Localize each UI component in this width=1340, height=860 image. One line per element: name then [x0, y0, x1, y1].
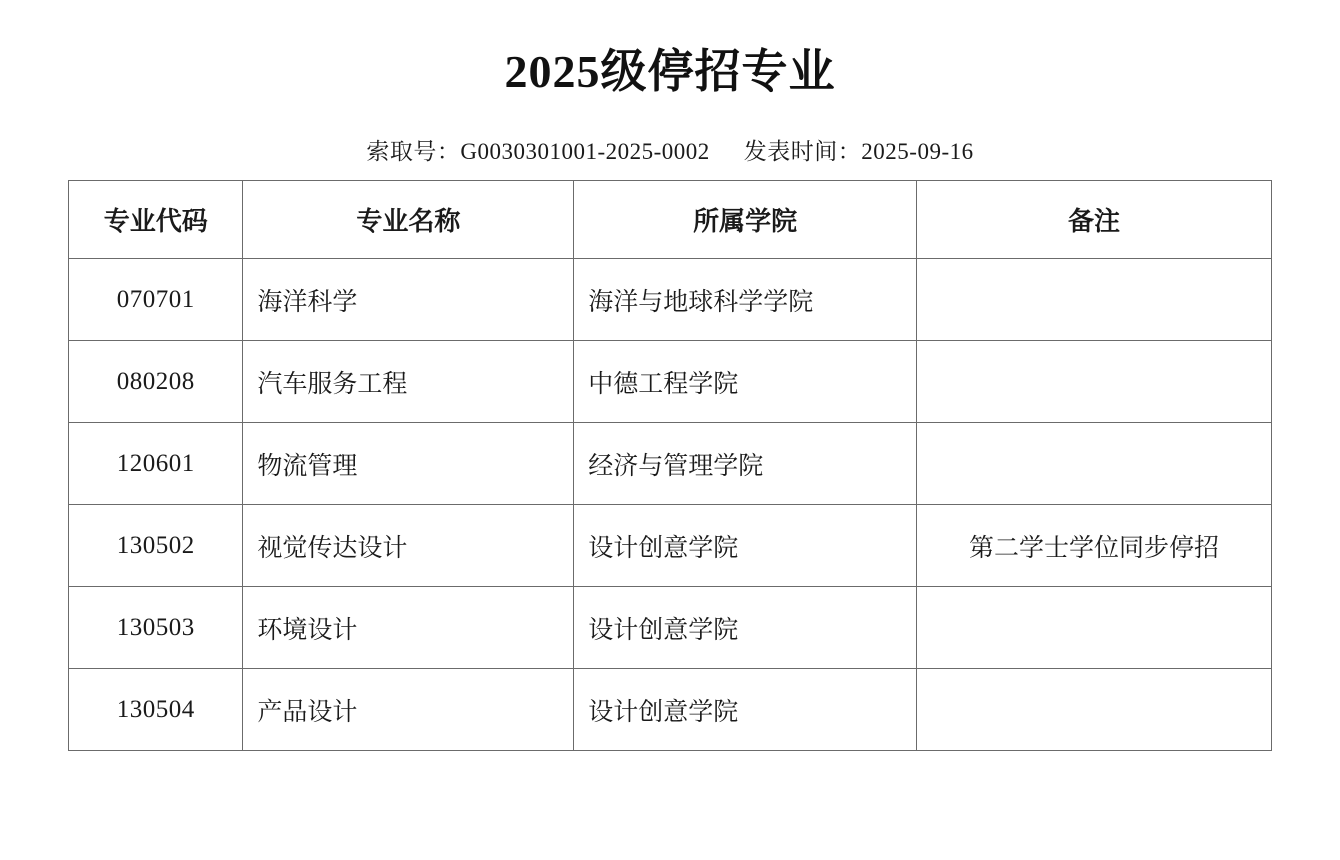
index-number-value: G0030301001-2025-0002 — [460, 139, 710, 165]
table-header-row — [69, 181, 1272, 259]
publish-date-label: 发表时间： — [743, 139, 862, 165]
cell-remark: 第二学士学位同步停招 — [917, 505, 1272, 587]
table-row — [69, 259, 1272, 341]
cell-major-code: 130504 — [69, 669, 243, 751]
cell-remark — [917, 423, 1272, 505]
cell-college: 设计创意学院 — [574, 505, 917, 587]
table-row — [69, 341, 1272, 423]
column-header-college: 所属学院 — [574, 181, 917, 259]
cell-college: 中德工程学院 — [574, 341, 917, 423]
cell-major-name: 视觉传达设计 — [243, 505, 574, 587]
cell-major-name: 汽车服务工程 — [243, 341, 574, 423]
cell-major-name: 物流管理 — [243, 423, 574, 505]
cell-college: 海洋与地球科学学院 — [574, 259, 917, 341]
suspended-majors-table — [68, 180, 1272, 751]
cell-major-name: 环境设计 — [243, 587, 574, 669]
cell-remark — [917, 341, 1272, 423]
document-page — [0, 44, 1340, 860]
document-meta — [0, 133, 1340, 166]
cell-major-name: 产品设计 — [243, 669, 574, 751]
table-header — [69, 181, 1272, 259]
cell-college: 设计创意学院 — [574, 587, 917, 669]
cell-major-code: 070701 — [69, 259, 243, 341]
column-header-major-code: 专业代码 — [69, 181, 243, 259]
cell-remark — [917, 669, 1272, 751]
cell-remark — [917, 259, 1272, 341]
cell-major-code: 080208 — [69, 341, 243, 423]
cell-major-code: 130503 — [69, 587, 243, 669]
index-number-label: 索取号： — [366, 139, 461, 165]
table-body — [69, 259, 1272, 751]
cell-major-code: 120601 — [69, 423, 243, 505]
cell-major-code: 130502 — [69, 505, 243, 587]
table-row — [69, 505, 1272, 587]
column-header-major-name: 专业名称 — [243, 181, 574, 259]
table-row — [69, 669, 1272, 751]
publish-date-value: 2025-09-16 — [861, 139, 974, 165]
column-header-remark: 备注 — [917, 181, 1272, 259]
table-row — [69, 587, 1272, 669]
cell-major-name: 海洋科学 — [243, 259, 574, 341]
cell-college: 设计创意学院 — [574, 669, 917, 751]
table-container — [0, 180, 1340, 751]
table-row — [69, 423, 1272, 505]
page-title: 2025级停招专业 — [504, 46, 836, 97]
cell-college: 经济与管理学院 — [574, 423, 917, 505]
cell-remark — [917, 587, 1272, 669]
